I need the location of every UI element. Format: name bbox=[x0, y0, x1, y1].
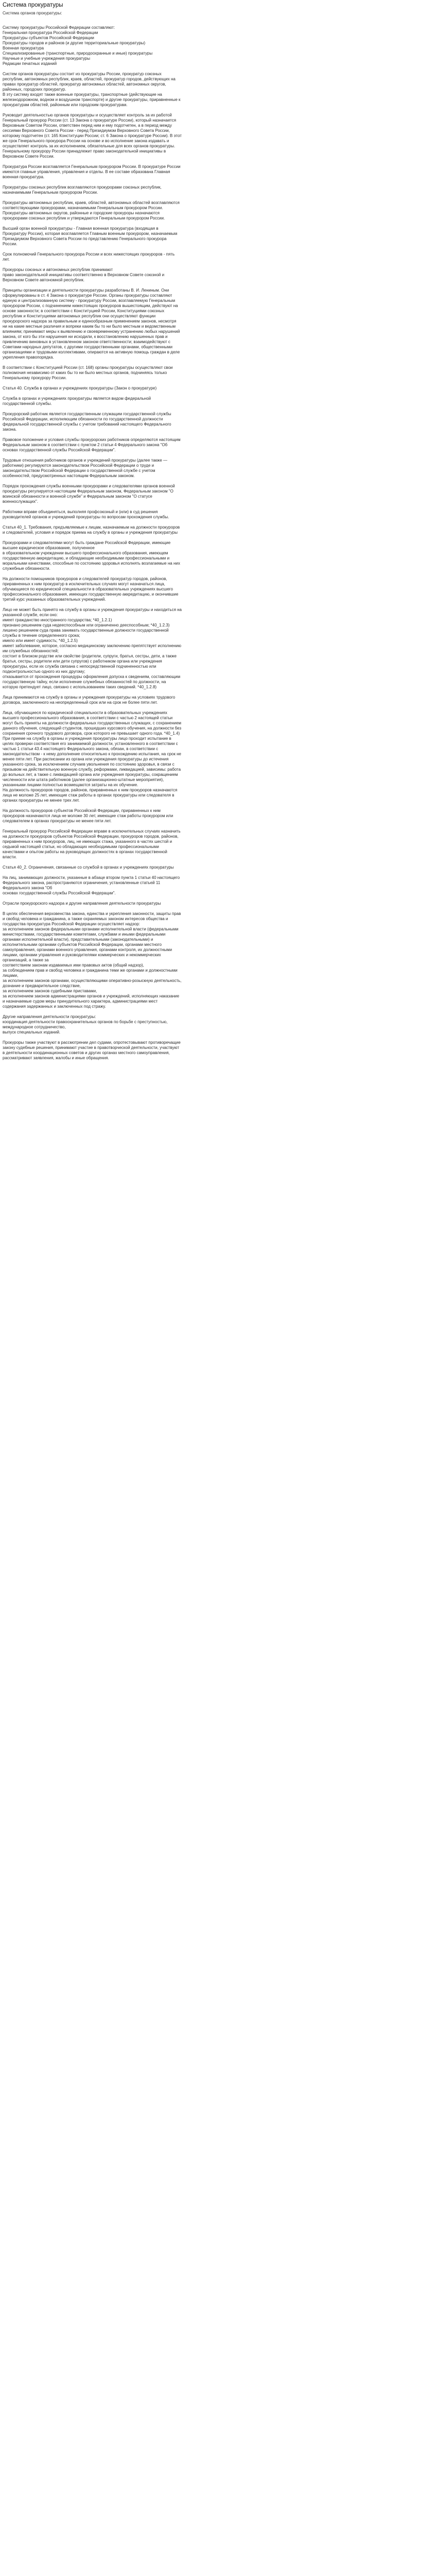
document-paragraph: Лицо не может быть принято на службу в органы и учреждения прокуратуры и находиться на указанной службе, если оно: имеет гражданство иностранного государства; *40_1.2.1) признано решением суда недееспособным или ограниченно дееспособным; *40_1.2.3) лишено решением суда права занимать государственные должности государственной службы в течение определенного срока; имело или имеет судимость; *40_1.2.5) имеет заболевание, которое, согласно медицинскому заключению препятствует исполнению им служебных обязанностей; состоит в близком родстве или свойстве (родители, супруги, братья, сестры, дети, а также братья, сестры, родители или дети супругов) с работником органа или учреждения прокуратуры, если их служба связана с непосредственной подчиненностью или подконтрольностью одного из них другому; отказывается от прохождения процедуры оформления допуска к сведениям, составляющим государственную тайну, если исполнение служебных обязанностей по должности, на которую претендует лицо, связано с использованием таких сведений. *40_1.2.8) bbox=[3, 607, 182, 689]
document-paragraph: Порядок прохождения службы военными прокурорами и следователями органов военной прокуратуры регулируется настоящим Федеральным законом, Федеральным законом "О воинской обязанности и военной службе" и Федеральным законом "О статусе военнослужащих". bbox=[3, 484, 175, 504]
document-paragraph: Лица принимаются на службу в органы и учреждения прокуратуры на условиях трудового договора, заключенного на неопределенный срок или на срок не более пяти лет. bbox=[3, 695, 176, 705]
document-paragraph: Систему прокуратуры Российской Федерации составляют: Генеральная прокуратура Российской Федерации Прокуратуры субъектов Российской Федерации Прокуратуры городов и районов (и другие территориальные прокуратуры) Военная прокуратура Специализированные (транспортные, природоохранные и иные) прокуратуры Научные и учебные учреждения прокуратуры Редакции печатных изданий bbox=[3, 25, 153, 66]
document-paragraph: Статья 40. Служба в органах и учреждениях прокуратуры (Закон о прокуратуре) bbox=[3, 386, 157, 391]
document-paragraph: Прокурорский работник является государственным служащим государственной службы Российской Федерации, исполняющим обязанности по государственной должности федеральной государственной службы с учетом требований настоящего Федерального закона. bbox=[3, 412, 171, 432]
document-paragraph: Правовое положение и условия службы прокурорских работников определяются настоящим Федеральным законом в соответствии с пунктом 2 статьи 4 Федерального закона "Об основах государственной службы Российской Федерации". bbox=[3, 437, 181, 452]
document-paragraph: На должность прокуроров субъектов Российской Федерации, приравненных к ним прокуроров назначаются лица не моложе 30 лет, имеющие стаж работы прокурором или следователем в органах прокуратуры не менее пяти лет. bbox=[3, 808, 173, 823]
document-title: Система прокуратуры bbox=[3, 2, 63, 8]
document-body bbox=[3, 25, 182, 1061]
document-paragraph: Статья 40_1. Требования, предъявляемые к лицам, назначаемым на должности прокуроров и следователей, условия и порядок приема на службу в органы и учреждения прокуратуры bbox=[3, 525, 180, 535]
document-paragraph: Прокуроры также участвуют в рассмотрении дел судами, опротестовывают противоречащие закону судебные решения, принимают участие в правотворческой деятельности, участвуют в деятельности координационных советов и других органах местного самоуправления, рассматривают заявления, жалобы и иные обращения. bbox=[3, 1040, 181, 1060]
document-paragraph: Высший орган военной прокуратуры - Главная военная прокуратура (входящая в Прокуратуру России), которая возглавляется Главным военным прокурором, назначаемым Президиумом Верховного Совета России по представлению Генерального прокурора России. bbox=[3, 226, 178, 246]
document-paragraph: На лиц, занимающих должности, указанные в абзаце втором пункта 1 статьи 40 настоящего Федерального закона, распространяются ограничения, установленные статьей 11 Федерального закона "Об основах государственной службы Российской Федерации". bbox=[3, 875, 180, 895]
document-paragraph: Генеральный прокурор Российской Федерации вправе в исключительных случаях назначить на должности прокуроров субъектов Российской Федерации, прокуроров городов, районов, приравненных к ним прокуроров, лиц, не имеющих стажа, указанного в частях шестой и седьмой настоящей статьи, но обладающих необходимыми профессиональными качествами и опытом работы на руководящих должностях в органах государственной власти. bbox=[3, 829, 181, 859]
document-paragraph: Прокуратуры союзных республик возглавляются прокурорами союзных республик, назначаемыми Генеральным прокурором России. bbox=[3, 185, 162, 195]
document-paragraph: Срок полномочий Генерального прокурора России и всех нижестоящих прокуроров - пять лет. bbox=[3, 252, 175, 262]
document-paragraph: Прокуроры союзных и автономных республик принимают право законодательной инициативы соответственно в Верховном Совете союзной и Верховном Совете автономной республик. bbox=[3, 267, 165, 282]
document-paragraph: Прокуратура России возглавляется Генеральным прокурором России. В прокуратуре России имеются главные управления, управления и отделы. В ее составе образована Главная военная прокуратура. bbox=[3, 164, 181, 179]
document-paragraph: В целях обеспечения верховенства закона, единства и укрепления законности, защиты прав и свобод человека и гражданина, а также охраняемых законом интересов общества и государства прокуратура Российской Федерации осуществляет надзор: за исполнением законов федеральными органами исполнительной власти (федеральными министерствами, государственными комитетами, службами и иными федеральными органами исполнительной власти), представительными (законодательными) и исполнительными органами субъектов Российской Федерации, органами местного самоуправления, органами военного управления, органами контроля, их должностными лицами, органами управления и руководителями коммерческих и некоммерческих организаций, а также за соответствием законам издаваемых ими правовых актов (общий надзор), за соблюдением прав и свобод человека и гражданина теми же органами и должностными лицами, за исполнением законов органами, осуществляющими оперативно-розыскную деятельность, дознание и предварительное следствие, за исполнением законов судебными приставами, за исполнением законов администрациями органов и учреждений, исполняющих наказание и назначаемые судом меры принудительного характера, администрациями мест содержания задержанных и заключенных под стражу. bbox=[3, 911, 182, 1009]
document-paragraph: Систем органов прокуратуры состоит из прокуратуры России, прокуратур союзных республик, автономных республик, краев, областей, прокуратур городов, действующих на правах прокуратур областей, прокуратур автономных областей, автономных округов, районных, городских прокуратур. В эту систему входят также военные прокуратуры, транспортные (действующие на железнодорожном, водном и воздушном транспорте) и другие прокуратуры, приравненные к прокуратурам областей, районным или городским прокуратурам. bbox=[3, 72, 181, 107]
document-paragraph: Служба в органах и учреждениях прокуратуры является видом федеральной государственной службы. bbox=[3, 396, 151, 406]
document-paragraph: Лица, обучающиеся по юридической специальности в образовательных учреждениях высшего профессионального образования, в соответствии с частью 2 настоящей статьи могут быть приняты на должности федеральных государственных служащих, с сохранением данного обучения, следующий студентов, прошедших курсового обучения, на должности без сохранения срочного трудового договора, срок которого не превышает одного года. *40_1.4) При приеме на службу в органы и учреждения прокуратуры лицо проходит испытание в целях проверки соответствия его занимаемой должности, установленного в соответствии с частью 1 статьи 43.4 настоящего Федерального закона, обязан, в соответствии с законодательством - к нему дополнение относительно к прохождению испытания, на срок не менее пяти лет. При расписании из органа или учреждения прокуратуры до истечения указанного срока, за исключением случаев увольнения по состоянию здоровья, в связи с призывом на действительную военную службу, реформами, ликвидацией, зависимы: работа до вольных лет, а также с ликвидацией органа или учреждения прокуратуры, сокращением численности или штата работников (далее организационно-штатные мероприятия), указанными лицами полностью возмещаются затраты на их обучение. На должность прокуроров городов, районов, приравненных к ним прокуроров назначаются лица не моложе 25 лет, имеющие стаж работы в органах прокуратуры или следователя в органах прокуратуры не менее трех лет. bbox=[3, 710, 182, 803]
document-paragraph: Статья 40_2. Ограничения, связанные со службой в органах и учреждениях прокуратуры bbox=[3, 865, 174, 870]
document-paragraph: Трудовые отношения работников органов и учреждений прокуратуры (далее также — работники) регулируются законодательством Российской Федерации о труде и законодательством Российской Федерации о государственной службе с учетом особенностей, предусмотренных настоящим Федеральным законом. bbox=[3, 458, 168, 478]
document-paragraph: В соответствии с Конституцией России (ст. 168) органы прокуратуры осуществляют свои полномочия независимо от каких бы то ни было местных органов, подчиняясь только Генеральному прокурору России. bbox=[3, 365, 173, 380]
document-paragraph: Прокуратуры автономных республик, краев, областей, автономных областей возглавляются соответствующими прокурорами, назначаемыми Генеральным прокурором России. Прокуратуры автономных округов, районные и городские прокуроры назначаются прокурорами союзных республик и утверждаются Генеральным прокурором России. bbox=[3, 200, 180, 221]
document-paragraph: На должности помощников прокуроров и следователей прокуратур городов, районов, приравненных к ним прокуратур в исключительных случаях могут назначаться лица, обучающиеся по юридической специальности в образовательных учреждениях высшего профессионального образования, имеющих государственную аккредитацию, и окончившие третий курс указанных образовательных учреждений. bbox=[3, 577, 179, 602]
document-subtitle: Система органов прокуратуры: bbox=[3, 11, 62, 15]
document-paragraph: Отрасли прокурорского надзора и другие направления деятельности прокуратуры bbox=[3, 901, 161, 906]
document-paragraph: Работники вправе объединяться, выполняя профсоюзный и (или) в суд решения руководителей органов и учреждений прокуратуры по вопросам прохождения службы. bbox=[3, 510, 169, 519]
document-paragraph: Другие направления деятельности прокуратуры: координация деятельности правоохранительных органов по борьбе с преступностью, международное сотрудничество, выпуск специальных изданий. bbox=[3, 1014, 168, 1035]
document-paragraph: Принципы организации и деятельности прокуратуры разработаны В. И. Лениным. Они сформулированы в ст. 4 Закона о прокуратуре России. Органы прокуратуры составляют единую и централизованную систему - прокуратуру России, возглавляемую Генеральным прокурором России, с подчинением нижестоящих прокуроров вышестоящим, действуют на основе законности; в соответствии с Конституцией России, Конституциями союзных республик и Конституциями автономных республик они осуществляют функции прокурорского надзора за правильным и единообразным применением законов, несмотря ни на какие местные различия и вопреки каким бы то ни было местным и ведомственным влияниям; принимают меры к выявлению и своевременному устранению любых нарушений закона, от кого бы эти нарушения ни исходили, к восстановлению нарушенных прав и привлечению виновных в установленном законом ответственности; взаимодействуют с Советами народных депутатов, с другими государственными органами, общественными организациями и трудовыми коллективами, опираются на активную помощь граждан в деле укрепления правопорядка. bbox=[3, 288, 180, 360]
document-paragraph: Руководит деятельностью органов прокуратуры и осуществляет контроль за их работой Генеральный прокурор России (ст. 13 Закона о прокуратуре России), который назначается Верховным Советом России, ответствен перед ним и ему подотчетен, а в период между сессиями Верховного Совета России - перед Президиумом Верховного Совета России, которому подотчетен (ст. 165 Конституции России; ст. 6 Закона о прокуратуре России). В этот же срок Генерального прокурора России на основе и во исполнение закона издавать и осуществляет контроль за их исполнением, обязательные для всех органов прокуратуры. Генеральному прокурору России принадлежит право законодательной инициативы в Верховном Совете России. bbox=[3, 113, 182, 159]
document-paragraph: Прокурорами и следователями могут быть граждане Российской Федерации, имеющие высшее юридическое образование, полученное в образовательном учреждении высшего профессионального образования, имеющем государственную аккредитацию, и обладающие необходимыми профессиональными и моральными качествами, способные по состоянию здоровья исполнять возлагаемые на них служебные обязанности. bbox=[3, 540, 180, 571]
